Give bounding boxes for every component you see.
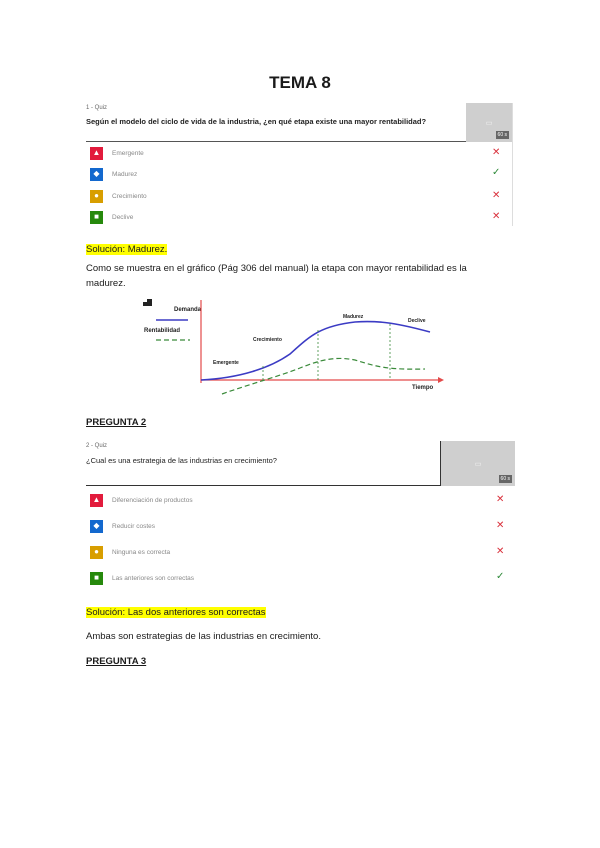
wrong-mark-icon: ✕ [492, 211, 501, 222]
stage-label-1: Emergente [213, 360, 239, 366]
legend-profit-label: Rentabilidad [144, 328, 181, 334]
answer-text: Diferenciación de productos [112, 496, 193, 504]
wrong-mark-icon: ✕ [496, 546, 505, 557]
wrong-mark-icon: ✕ [492, 190, 501, 201]
x-axis-arrow [438, 377, 444, 383]
wrong-mark-icon: ✕ [492, 147, 501, 158]
question-3-heading: PREGUNTA 3 [86, 656, 147, 667]
image-icon: ▭ [485, 119, 493, 127]
answer-text: Reducir costes [112, 522, 155, 530]
quiz-1-explanation: Como se muestra en el gráfico (Pág 306 del manual) la etapa con mayor rentabilidad es la madurez. [86, 263, 467, 289]
correct-mark-icon: ✓ [492, 167, 501, 178]
profit-curve [222, 358, 425, 394]
square-icon: ■ [90, 211, 103, 224]
quiz-2-answer-1 [86, 489, 516, 511]
correct-mark-icon: ✓ [496, 571, 505, 582]
answer-text: Declive [112, 213, 134, 221]
quiz-1-header [86, 103, 466, 141]
triangle-icon: ▲ [90, 147, 103, 160]
stage-label-3: Madurez [343, 314, 364, 320]
legend-demand-label: Demanda [174, 307, 202, 313]
quiz-1-answer-4 [86, 206, 516, 228]
quiz-2-timer: 60 s [500, 476, 510, 482]
wrong-mark-icon: ✕ [496, 494, 505, 505]
answer-text: Madurez [112, 170, 138, 178]
image-icon: ▭ [474, 460, 482, 468]
quiz-1-answer-2 [86, 163, 516, 185]
quiz-1-question: Según el modelo del ciclo de vida de la industria, ¿en qué etapa existe una mayor rentabilidad? [86, 117, 427, 126]
quiz-2-answer-2 [86, 515, 516, 537]
quiz-2-explanation: Ambas son estrategias de las industrias en crecimiento. [86, 631, 321, 642]
quiz-2-divider [86, 485, 440, 486]
x-axis-label: Tiempo [412, 385, 434, 391]
triangle-icon: ▲ [90, 494, 103, 507]
circle-icon: ● [90, 546, 103, 559]
answer-text: Las anteriores son correctas [112, 574, 195, 582]
figure-corner-mark [143, 299, 147, 302]
quiz-2-solution: Solución: Las dos anteriores son correctas [86, 607, 266, 618]
demand-curve [201, 321, 430, 380]
answer-text: Crecimiento [112, 192, 147, 200]
quiz-1-meta: 1 - Quiz [86, 105, 108, 111]
quiz-2-header [86, 441, 440, 485]
quiz-2-meta: 2 - Quiz [86, 443, 108, 449]
quiz-2-answer-4 [86, 567, 516, 589]
page-title: TEMA 8 [269, 73, 331, 92]
stage-label-4: Declive [408, 318, 426, 324]
quiz-1-timer: 60 s [497, 132, 507, 138]
wrong-mark-icon: ✕ [496, 520, 505, 531]
quiz-2-question: ¿Cual es una estrategia de las industrias en crecimiento? [86, 456, 277, 465]
answer-text: Emergente [112, 149, 144, 157]
answer-text: Ninguna es correcta [112, 548, 171, 556]
diamond-icon: ◆ [90, 520, 103, 533]
question-2-heading: PREGUNTA 2 [86, 417, 147, 428]
square-icon: ■ [90, 572, 103, 585]
quiz-1-answer-3 [86, 185, 516, 207]
quiz-2-answer-3 [86, 541, 516, 563]
diamond-icon: ◆ [90, 168, 103, 181]
quiz-1-answer-1 [86, 142, 516, 164]
quiz-1-thumbnail [466, 103, 512, 142]
quiz-1-solution: Solución: Madurez. [86, 244, 168, 255]
lifecycle-figure [140, 296, 450, 396]
circle-icon: ● [90, 190, 103, 203]
lifecycle-chart [140, 296, 450, 396]
stage-label-2: Crecimiento [253, 337, 282, 343]
quiz-2-thumbnail [441, 441, 515, 486]
